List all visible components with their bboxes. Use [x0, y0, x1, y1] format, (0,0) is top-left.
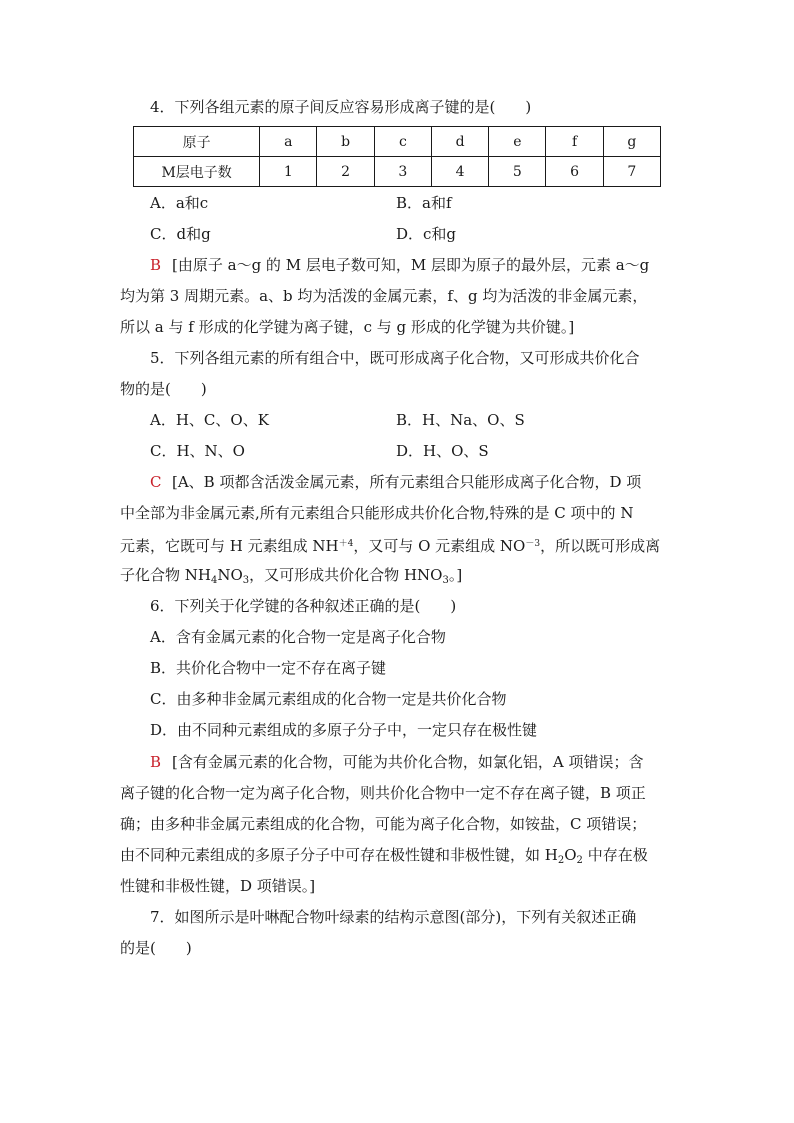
q5-option-a: A．H、C、O、K: [150, 411, 269, 429]
q6-option-c: C．由多种非金属元素组成的化合物一定是共价化合物: [150, 690, 507, 708]
q5-answer: C: [150, 473, 162, 491]
table-cell: 6: [546, 157, 603, 187]
q5-explanation-line: 子化合物 $NH_4NO_3$，又可形成共价化合物 $HNO_3$。]: [120, 566, 463, 586]
q6-explanation-line: 由不同种元素组成的多原子分子中可存在极性键和非极性键，如 $H_2O_2$ 中存在极: [120, 846, 648, 866]
q6-explanation-line: 离子键的化合物一定为离子化合物，则共价化合物中一定不存在离子键，B 项正: [120, 784, 646, 802]
q6-explanation-line: 性键和非极性键，D 项错误。]: [120, 877, 316, 895]
q4-option-d: D．c和g: [396, 225, 457, 243]
q6-option-d: D．由不同种元素组成的多原子分子中，一定只存在极性键: [150, 721, 538, 739]
q6-answer: B: [150, 753, 162, 771]
table-cell: 2: [317, 157, 374, 187]
table-row-header: M层电子数: [134, 157, 260, 187]
q4-option-a: A．a和c: [150, 194, 209, 212]
table-cell: a: [260, 127, 317, 157]
q5-option-d: D．H、O、S: [396, 442, 489, 460]
q5-explanation-line: 元素，它既可与 H 元素组成 $NH^{+4}$，又可与 O 元素组成 $NO^{-3}$，所以既可形成离: [120, 537, 661, 555]
electron-table: [133, 126, 661, 187]
table-cell: d: [431, 127, 488, 157]
q5-stem: 物的是( ): [120, 380, 207, 398]
q6-option-a: A．含有金属元素的化合物一定是离子化合物: [150, 628, 446, 646]
table-row: [134, 127, 661, 157]
table-cell: 4: [431, 157, 488, 187]
table-cell: 5: [489, 157, 546, 187]
q4-stem: 4．下列各组元素的原子间反应容易形成离子键的是( ): [150, 98, 532, 116]
q6-stem: 6．下列关于化学键的各种叙述正确的是( ): [150, 597, 457, 615]
table-cell: g: [603, 127, 660, 157]
q6-explanation-line: B [含有金属元素的化合物，可能为共价化合物，如氯化铝，A 项错误；含: [150, 753, 644, 771]
q4-explanation-line: 所以 a 与 f 形成的化学键为离子键，c 与 g 形成的化学键为共价键。]: [120, 318, 575, 336]
q5-explanation-line: C [A、B 项都含活泼金属元素，所有元素组合只能形成离子化合物，D 项: [150, 473, 642, 491]
table-row-header: 原子: [134, 127, 260, 157]
q6-explanation-line: 确；由多种非金属元素组成的化合物，可能为离子化合物，如铵盐，C 项错误；: [120, 815, 647, 833]
table-row: [134, 157, 661, 187]
q5-option-c: C．H、N、O: [150, 442, 245, 460]
table-cell: 1: [260, 157, 317, 187]
table-cell: b: [317, 127, 374, 157]
q5-explanation-line: 中全部为非金属元素,所有元素组合只能形成共价化合物,特殊的是 C 项中的 N: [120, 504, 634, 522]
q4-explanation-line: 均为第 3 周期元素。a、b 均为活泼的金属元素，f、g 均为活泼的非金属元素，: [120, 287, 648, 305]
q4-option-b: B．a和f: [396, 194, 452, 212]
table-cell: e: [489, 127, 546, 157]
q4-explanation-line: B [由原子 a～g 的 M 层电子数可知，M 层即为原子的最外层，元素 a～g: [150, 256, 650, 274]
q7-stem: 7．如图所示是叶啉配合物叶绿素的结构示意图(部分)，下列有关叙述正确: [150, 908, 637, 926]
q5-option-b: B．H、Na、O、S: [396, 411, 525, 429]
q5-stem: 5．下列各组元素的所有组合中，既可形成离子化合物，又可形成共价化合: [150, 349, 640, 367]
q7-stem: 的是( ): [120, 939, 192, 957]
table-cell: 3: [374, 157, 431, 187]
q4-option-c: C．d和g: [150, 225, 211, 243]
table-cell: c: [374, 127, 431, 157]
table-cell: f: [546, 127, 603, 157]
q6-option-b: B．共价化合物中一定不存在离子键: [150, 659, 387, 677]
table-cell: 7: [603, 157, 660, 187]
q4-answer: B: [150, 256, 162, 274]
